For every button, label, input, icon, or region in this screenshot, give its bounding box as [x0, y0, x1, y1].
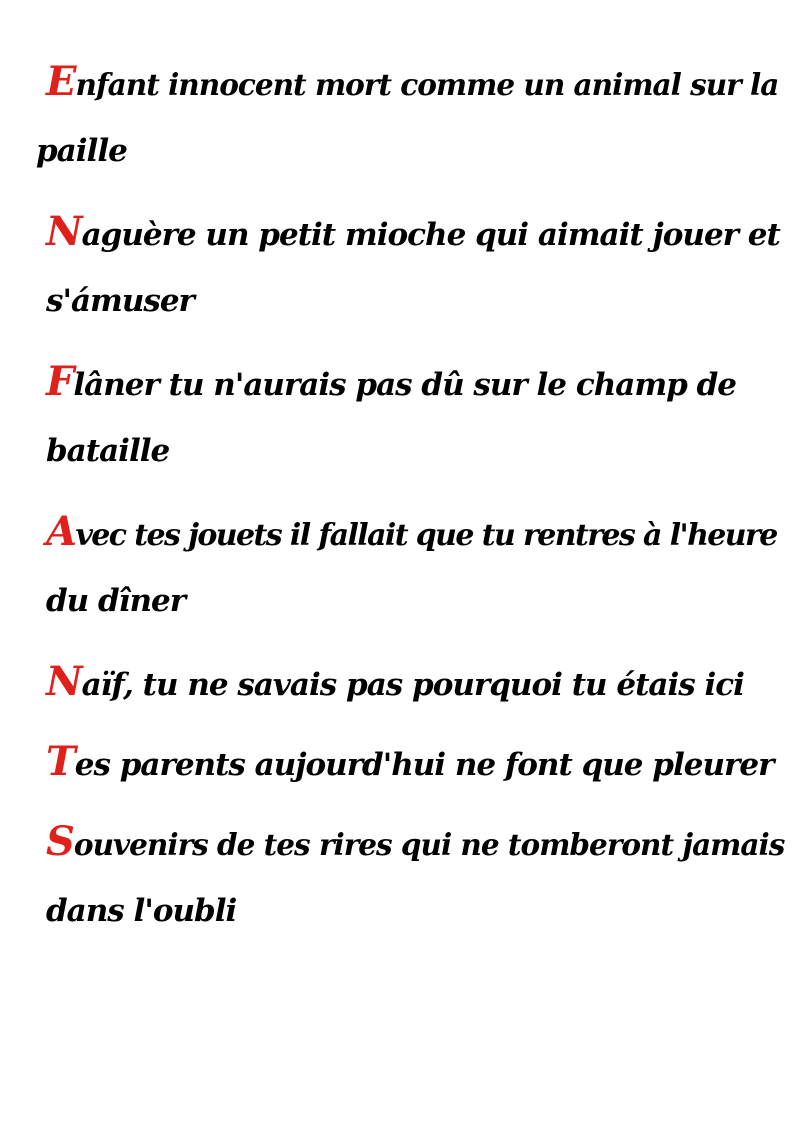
line-text: nfant innocent mort comme un animal sur la — [75, 67, 779, 102]
acrostic-initial: S — [46, 818, 74, 865]
acrostic-initial: T — [46, 738, 75, 785]
poem-line-2 — [46, 208, 780, 255]
acrostic-initial: N — [46, 208, 82, 255]
poem-line-3-continuation: bataille — [46, 433, 170, 469]
acrostic-initial: E — [46, 58, 76, 105]
poem-line-7-continuation: dans l'oubli — [46, 893, 237, 929]
line-text: aïf, tu ne savais pas pourquoi tu étais ici — [81, 667, 744, 703]
acrostic-initial: N — [46, 658, 82, 705]
poem-line-1-continuation: paille — [36, 133, 127, 169]
poem-line-3 — [46, 358, 736, 405]
poem-line-4 — [46, 508, 777, 555]
poem-line-5 — [46, 658, 744, 705]
poem-line-7 — [46, 818, 785, 865]
poem-line-6 — [46, 738, 774, 785]
line-text: lâner tu n'aurais pas dû sur le champ de — [73, 367, 736, 403]
poem-line-1 — [46, 58, 779, 105]
poem-line-4-continuation: du dîner — [46, 583, 186, 619]
line-text: es parents aujourd'hui ne font que pleurer — [74, 747, 774, 783]
line-text: ouvenirs de tes rires qui ne tomberont jamais — [73, 827, 785, 862]
line-text: aguère un petit mioche qui aimait jouer et — [81, 217, 780, 253]
acrostic-initial: F — [46, 358, 74, 405]
poem-line-2-continuation: s'ámuser — [46, 283, 194, 319]
line-text: vec tes jouets il fallait que tu rentres à l'heure — [75, 518, 777, 553]
acrostic-initial: A — [46, 508, 76, 555]
